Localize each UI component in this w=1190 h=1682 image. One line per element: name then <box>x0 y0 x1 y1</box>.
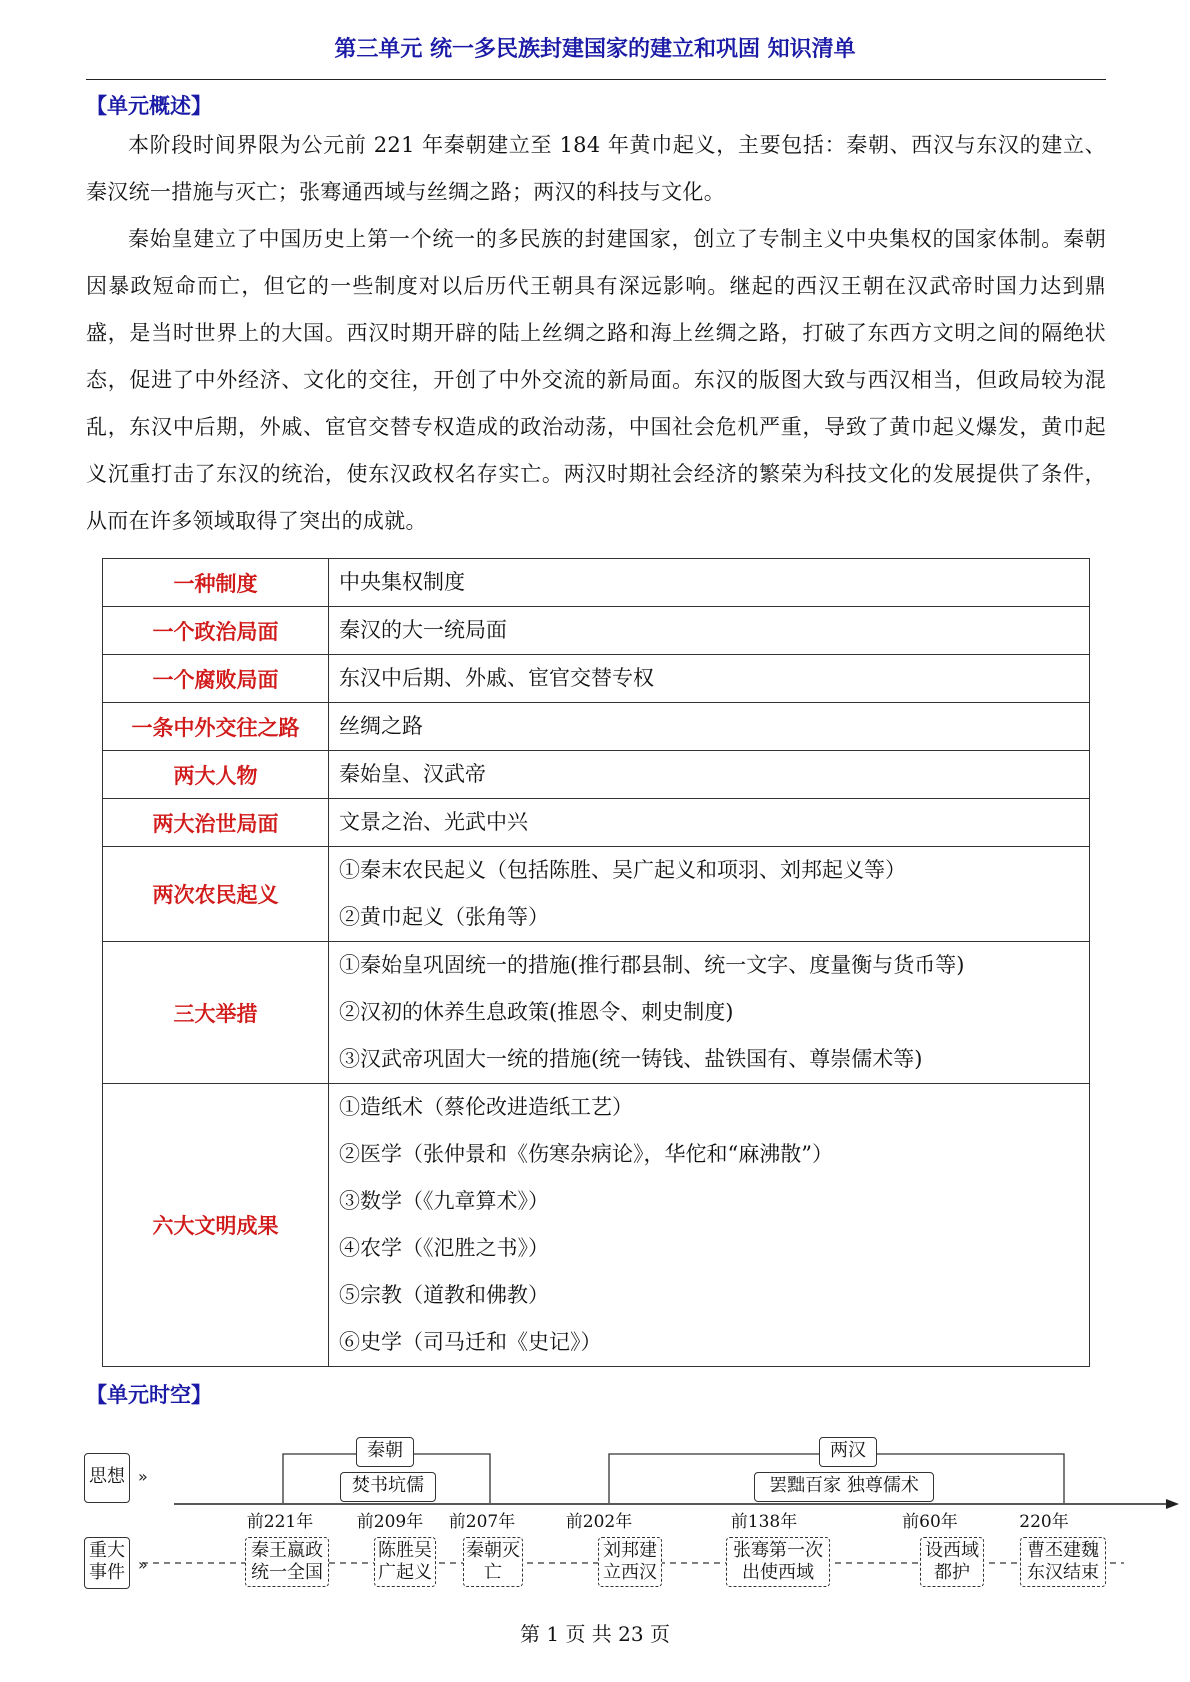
row-value <box>329 703 1090 751</box>
event-box: 设西域都护 <box>920 1537 984 1587</box>
event-box: 秦王嬴政统一全国 <box>245 1537 329 1587</box>
row-line: ②汉初的休养生息政策(推恩令、刺史制度) <box>339 1000 734 1024</box>
row-value <box>329 1084 1090 1367</box>
row-value <box>329 655 1090 703</box>
page-title: 第三单元 统一多民族封建国家的建立和巩固 知识清单 <box>334 37 856 62</box>
row-line: ②医学（张仲景和《伤寒杂病论》，华佗和“麻沸散”） <box>339 1142 833 1166</box>
row-line: 文景之治、光武中兴 <box>339 810 528 834</box>
table-row <box>103 847 1090 942</box>
row-value <box>329 799 1090 847</box>
axis-arrow-icon <box>1166 1499 1179 1509</box>
year-label: 前207年 <box>448 1512 516 1532</box>
row-line: ⑤宗教（道教和佛教） <box>339 1283 549 1307</box>
table-row <box>103 703 1090 751</box>
qin-dynasty-box: 秦朝 <box>356 1437 414 1467</box>
thought-arrow-icon: » <box>138 1467 148 1486</box>
row-line: 东汉中后期、外戚、宦官交替专权 <box>339 666 654 690</box>
year-label: 前60年 <box>902 1512 958 1532</box>
row-line: ①造纸术（蔡伦改进造纸工艺） <box>339 1095 633 1119</box>
row-value <box>329 559 1090 607</box>
overview-paragraph-1: 本阶段时间界限为公元前 221 年秦朝建立至 184 年黄巾起义，主要包括：秦朝、西汉与东汉的建立、秦汉统一措施与灭亡；张骞通西域与丝绸之路；两汉的科技与文化。 <box>86 133 1106 204</box>
section-heading-overview: 【单元概述】 <box>86 94 212 118</box>
row-key: 一个政治局面 <box>103 607 329 655</box>
year-label: 前202年 <box>565 1512 633 1532</box>
table-row <box>103 559 1090 607</box>
table-row <box>103 1084 1090 1367</box>
table-row <box>103 655 1090 703</box>
row-key: 两大人物 <box>103 751 329 799</box>
thought-row-label: 思想 <box>84 1453 130 1503</box>
summary-table <box>102 558 1090 1367</box>
table-row <box>103 799 1090 847</box>
qin-thought-box: 焚书坑儒 <box>340 1472 436 1502</box>
row-value <box>329 751 1090 799</box>
page-footer: 第 1 页 共 23 页 <box>520 1622 670 1646</box>
table-row <box>103 751 1090 799</box>
row-line: 秦始皇、汉武帝 <box>339 762 486 786</box>
year-label: 前138年 <box>730 1512 798 1532</box>
event-box: 陈胜吴广起义 <box>374 1537 436 1587</box>
year-label: 前209年 <box>356 1512 424 1532</box>
row-key: 一种制度 <box>103 559 329 607</box>
row-line: 秦汉的大一统局面 <box>339 618 507 642</box>
han-dynasty-box: 两汉 <box>819 1437 877 1467</box>
table-row <box>103 607 1090 655</box>
row-line: ①秦始皇巩固统一的措施(推行郡县制、统一文字、度量衡与货币等) <box>339 953 965 977</box>
year-label: 前221年 <box>246 1512 314 1532</box>
row-key: 一个腐败局面 <box>103 655 329 703</box>
row-line: 丝绸之路 <box>339 714 423 738</box>
row-line: ②黄巾起义（张角等） <box>339 905 549 929</box>
row-value <box>329 847 1090 942</box>
row-key: 两大治世局面 <box>103 799 329 847</box>
row-line: ④农学（《氾胜之书》） <box>339 1236 549 1260</box>
row-value <box>329 607 1090 655</box>
row-key: 一条中外交往之路 <box>103 703 329 751</box>
row-line: ①秦末农民起义（包括陈胜、吴广起义和项羽、刘邦起义等） <box>339 858 906 882</box>
events-arrow-icon: » <box>138 1555 148 1574</box>
timeline-diagram <box>84 1420 1184 1610</box>
event-box: 张骞第一次出使西域 <box>726 1537 830 1587</box>
row-key: 六大文明成果 <box>103 1084 329 1367</box>
section-heading-timeline: 【单元时空】 <box>86 1383 212 1407</box>
row-value <box>329 942 1090 1084</box>
table-row <box>103 942 1090 1084</box>
han-thought-box: 罢黜百家 独尊儒术 <box>754 1472 934 1502</box>
event-box: 曹丕建魏东汉结束 <box>1020 1537 1106 1587</box>
row-line: ③数学（《九章算术》） <box>339 1189 549 1213</box>
header-rule <box>86 79 1106 80</box>
event-box: 秦朝灭亡 <box>463 1537 523 1587</box>
overview-paragraph-2: 秦始皇建立了中国历史上第一个统一的多民族的封建国家，创立了专制主义中央集权的国家体制。秦朝因暴政短命而亡，但它的一些制度对以后历代王朝具有深远影响。继起的西汉王朝在汉武帝时国力达到鼎盛，是当时世界上的大国。西汉时期开辟的陆上丝绸之路和海上丝绸之路，打破了东西方文明之间的隔绝状态，促进了中外经济、文化的交往，开创了中外交流的新局面。东汉的版图大致与西汉相当，但政局较为混乱，东汉中后期，外戚、宦官交替专权造成的政治动荡，中国社会危机严重，导致了黄巾起义爆发，黄巾起义沉重打击了东汉的统治，使东汉政权名存实亡。两汉时期社会经济的繁荣为科技文化的发展提供了条件，从而在许多领域取得了突出的成就。 <box>86 227 1106 533</box>
row-line: 中央集权制度 <box>339 570 465 594</box>
row-key: 三大举措 <box>103 942 329 1084</box>
year-label: 220年 <box>1019 1512 1069 1532</box>
row-line: ③汉武帝巩固大一统的措施(统一铸钱、盐铁国有、尊崇儒术等) <box>339 1047 923 1071</box>
event-box: 刘邦建立西汉 <box>598 1537 662 1587</box>
row-line: ⑥史学（司马迁和《史记》） <box>339 1330 602 1354</box>
row-key: 两次农民起义 <box>103 847 329 942</box>
events-row-label: 重大事件 <box>84 1537 130 1589</box>
